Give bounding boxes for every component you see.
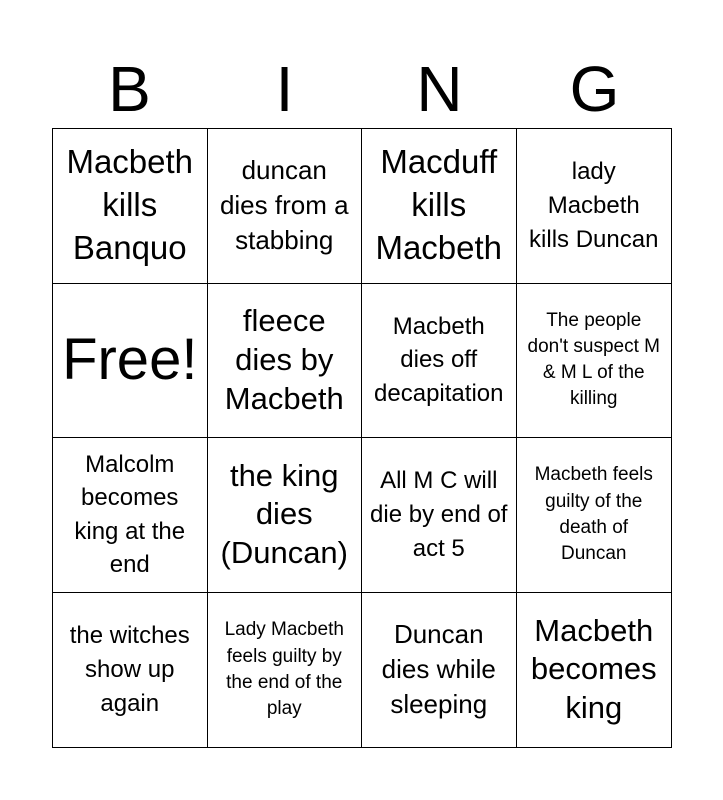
free-space-cell[interactable]: Free! bbox=[53, 284, 208, 439]
header-letter-g: G bbox=[569, 53, 620, 125]
bingo-cell[interactable]: The people don't suspect M & M L of the killing bbox=[517, 284, 672, 439]
bingo-cell[interactable]: lady Macbeth kills Duncan bbox=[517, 129, 672, 284]
header-letter-n: N bbox=[416, 53, 463, 125]
bingo-cell[interactable]: the witches show up again bbox=[53, 593, 208, 748]
header-letter-i: I bbox=[275, 53, 294, 125]
bingo-cell[interactable]: Macbeth feels guilty of the death of Duncan bbox=[517, 438, 672, 593]
bingo-cell[interactable]: duncan dies from a stabbing bbox=[208, 129, 363, 284]
bingo-cell[interactable]: Macbeth dies off decapitation bbox=[362, 284, 517, 439]
bingo-cell[interactable]: the king dies (Duncan) bbox=[208, 438, 363, 593]
bingo-cell[interactable]: All M C will die by end of act 5 bbox=[362, 438, 517, 593]
header-letter-b: B bbox=[108, 53, 151, 125]
bingo-header bbox=[52, 50, 672, 128]
bingo-board bbox=[52, 128, 672, 748]
bingo-cell[interactable]: Malcolm becomes king at the end bbox=[53, 438, 208, 593]
bingo-cell[interactable]: fleece dies by Macbeth bbox=[208, 284, 363, 439]
bingo-cell[interactable]: Macbeth kills Banquo bbox=[53, 129, 208, 284]
bingo-cell[interactable]: Macduff kills Macbeth bbox=[362, 129, 517, 284]
bingo-cell[interactable]: Duncan dies while sleeping bbox=[362, 593, 517, 748]
bingo-cell[interactable]: Macbeth becomes king bbox=[530, 612, 657, 726]
bingo-cell[interactable]: Lady Macbeth feels guilty by the end of the play bbox=[208, 593, 363, 748]
